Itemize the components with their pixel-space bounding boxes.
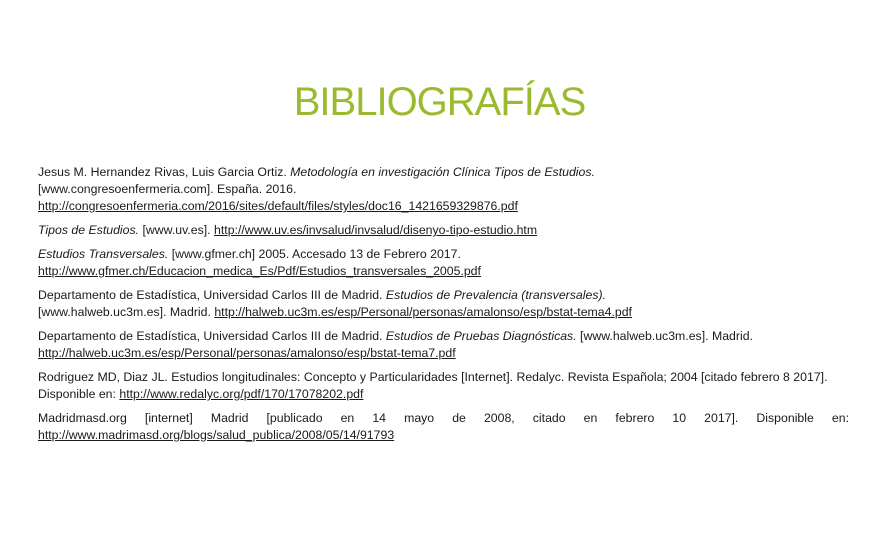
reference-item (38, 222, 849, 239)
page-title: BIBLIOGRAFÍAS (293, 80, 586, 124)
reference-title: Estudios Transversales. (38, 247, 169, 261)
reference-item (38, 328, 849, 362)
reference-item (38, 287, 849, 321)
reference-text: Departamento de Estadística, Universidad Carlos III de Madrid. (38, 329, 386, 343)
reference-link[interactable]: http://www.gfmer.ch/Educacion_medica_Es/Pdf/Estudios_transversales_2005.pdf (38, 264, 481, 278)
reference-text: Rodriguez MD, Diaz JL. Estudios longitudinales: Concepto y Particularidades [Internet]. Redalyc. Revista Española; 2004 [citado febrero 8 2017]. Disponible en: (38, 370, 828, 401)
reference-item (38, 246, 849, 280)
reference-list (38, 164, 849, 451)
reference-link[interactable]: http://www.redalyc.org/pdf/170/17078202.pdf (119, 387, 364, 401)
reference-text: Jesus M. Hernandez Rivas, Luis Garcia Ortiz. (38, 165, 291, 179)
reference-title: Tipos de Estudios. (38, 223, 140, 237)
reference-item (38, 410, 849, 427)
reference-text: Departamento de Estadística, Universidad Carlos III de Madrid. (38, 288, 386, 302)
reference-title: Metodología en investigación Clínica Tipos de Estudios. (290, 165, 595, 179)
reference-text: Madridmasd.org [internet] Madrid [publicado en 14 mayo de 2008, citado en febrero 10 2017]. Disponible en: (38, 411, 849, 425)
reference-item (38, 369, 849, 403)
reference-text: [www.congresoenfermeria.com]. España. 2016. (38, 182, 297, 196)
reference-link[interactable]: http://www.madrimasd.org/blogs/salud_publica/2008/05/14/91793 (38, 428, 395, 442)
reference-text: [www.halweb.uc3m.es]. Madrid. (38, 305, 215, 319)
reference-item-link-line (38, 427, 849, 444)
reference-text: [www.uv.es]. (139, 223, 215, 237)
reference-link[interactable]: http://halweb.uc3m.es/esp/Personal/personas/amalonso/esp/bstat-tema7.pdf (38, 346, 456, 360)
reference-link[interactable]: http://halweb.uc3m.es/esp/Personal/personas/amalonso/esp/bstat-tema4.pdf (214, 305, 632, 319)
reference-title: Estudios de Prevalencia (transversales). (385, 288, 606, 302)
reference-link[interactable]: http://congresoenfermeria.com/2016/sites/default/files/styles/doc16_1421659329876.pdf (38, 199, 518, 213)
reference-item (38, 164, 849, 215)
reference-link[interactable]: http://www.uv.es/invsalud/invsalud/disenyo-tipo-estudio.htm (214, 223, 538, 237)
reference-text: [www.halweb.uc3m.es]. Madrid. (576, 329, 753, 343)
reference-text: [www.gfmer.ch] 2005. Accesado 13 de Febrero 2017. (168, 247, 461, 261)
reference-title: Estudios de Pruebas Diagnósticas. (385, 329, 577, 343)
